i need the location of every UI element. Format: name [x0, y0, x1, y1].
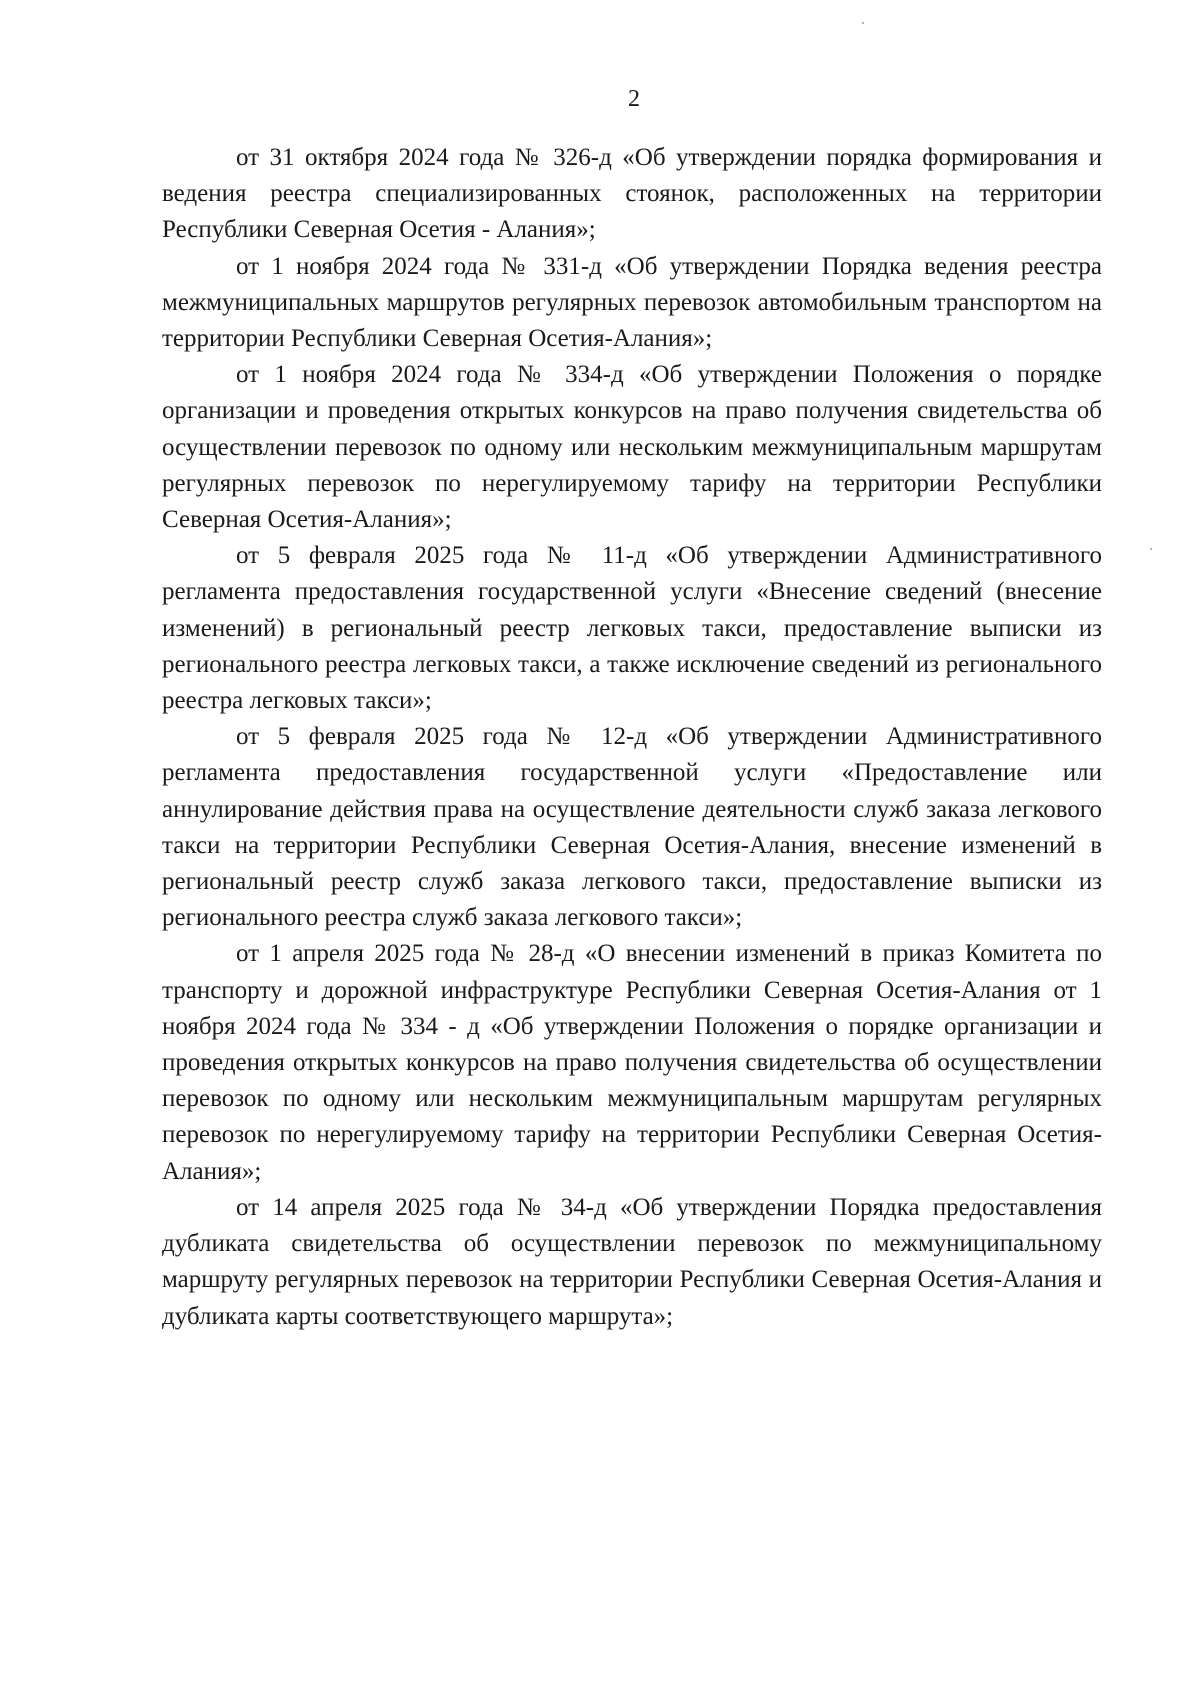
scan-speck — [1150, 548, 1152, 550]
document-body — [162, 140, 1102, 1335]
paragraph-order-11d: от 5 февраля 2025 года № 11-д «Об утверждении Административного регламента предоставления государственной услуги «Внесение сведений (внесение изменений) в региональный реестр легковых такси, предоставление выписки из регионального реестра легковых такси, а также исключение сведений из регионального реестра легковых такси»; — [162, 542, 1102, 715]
paragraph-order-28d: от 1 апреля 2025 года № 28-д «О внесении изменений в приказ Комитета по транспорту и дорожной инфраструктуре Республики Северная Осетия-Алания от 1 ноября 2024 года № 334 - д «Об утверждении Положения о порядке организации и проведения открытых конкурсов на право получения свидетельства об осуществлении перевозок по одному или нескольким межмуниципальным маршрутам регулярных перевозок по нерегулируемому тарифу на территории Республики Северная Осетия-Алания»; — [162, 940, 1102, 1185]
paragraph-order-12d: от 5 февраля 2025 года № 12-д «Об утверждении Административного регламента предоставления государственной услуги «Предоставление или аннулирование действия права на осуществление деятельности служб заказа легкового такси на территории Республики Северная Осетия-Алания, внесение изменений в региональный реестр служб заказа легкового такси, предоставление выписки из регионального реестра служб заказа легкового такси»; — [162, 723, 1102, 932]
page-number: 2 — [628, 86, 640, 112]
paragraph-order-326d: от 31 октября 2024 года № 326-д «Об утверждении порядка формирования и ведения реестра специализированных стоянок, расположенных на территории Республики Северная Осетия - Алания»; — [162, 144, 1102, 244]
paragraph-order-331d: от 1 ноября 2024 года № 331-д «Об утверждении Порядка ведения реестра межмуниципальных маршрутов регулярных перевозок автомобильным транспортом на территории Республики Северная Осетия-Алания»; — [162, 252, 1102, 353]
scan-speck — [862, 22, 864, 24]
paragraph-order-34d: от 14 апреля 2025 года № 34-д «Об утверждении Порядка предоставления дубликата свидетельства об осуществлении перевозок по межмуниципальному маршруту регулярных перевозок на территории Республики Северная Осетия-Алания и дубликата карты соответствующего маршрута»; — [162, 1193, 1102, 1330]
paragraph-order-334d: от 1 ноября 2024 года № 334-д «Об утверждении Положения о порядке организации и проведения открытых конкурсов на право получения свидетельства об осуществлении перевозок по одному или нескольким межмуниципальным маршрутам регулярных перевозок по нерегулируемому тарифу на территории Республики Северная Осетия-Алания»; — [162, 361, 1102, 534]
